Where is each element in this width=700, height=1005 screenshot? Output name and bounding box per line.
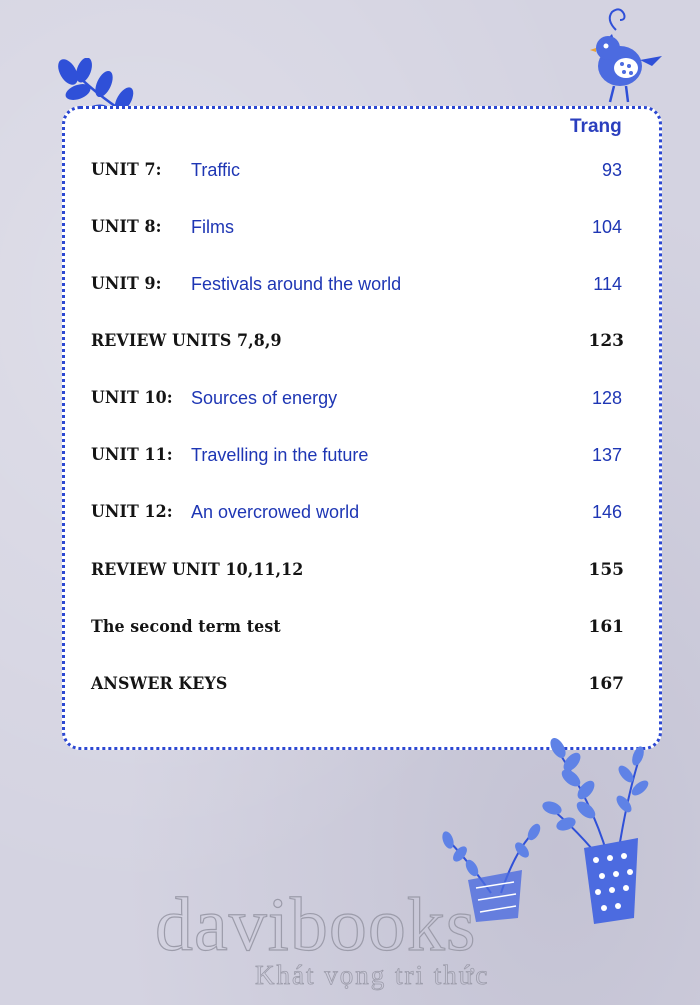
toc-entry-review[interactable] xyxy=(0,331,700,359)
toc-entry[interactable] xyxy=(0,160,700,188)
toc-entry-page: 167 xyxy=(588,674,624,694)
toc-entry-page: 93 xyxy=(601,160,622,180)
toc-entry-page: 161 xyxy=(588,617,624,637)
toc-entry-page: 155 xyxy=(588,560,624,580)
toc-entry-label: UNIT 10: xyxy=(91,388,173,407)
toc-entry-page: 137 xyxy=(591,445,622,465)
toc-entry-page: 128 xyxy=(591,388,622,408)
toc-entry-page: 104 xyxy=(591,217,622,237)
toc-entry-title: Traffic xyxy=(191,160,241,180)
watermark-brand: davibooks xyxy=(155,883,477,967)
toc-entry[interactable] xyxy=(0,274,700,302)
toc-entry[interactable] xyxy=(0,217,700,245)
toc-entry-label: The second term test xyxy=(91,617,281,636)
toc-entry-label: UNIT 7: xyxy=(91,160,162,179)
toc-entry-answer-keys[interactable] xyxy=(0,674,700,702)
toc-entry-label: UNIT 8: xyxy=(91,217,162,236)
watermark-slogan: Khát vọng tri thức xyxy=(255,960,490,990)
bird-icon xyxy=(586,2,666,112)
toc-entry-label: UNIT 12: xyxy=(91,502,173,521)
toc-entry-page: 146 xyxy=(591,502,622,522)
contents-card xyxy=(62,106,662,750)
toc-entry-test[interactable] xyxy=(0,617,700,645)
toc-entry-title: Sources of energy xyxy=(191,388,338,408)
toc-entry-title: Travelling in the future xyxy=(191,445,369,465)
toc-entry-label: REVIEW UNIT 10,11,12 xyxy=(91,560,304,579)
toc-entry-review[interactable] xyxy=(0,560,700,588)
toc-entry-label: UNIT 9: xyxy=(91,274,162,293)
toc-entry[interactable] xyxy=(0,445,700,473)
page-column-header: Trang xyxy=(570,116,622,137)
toc-entry-title: Films xyxy=(191,217,234,237)
toc-entry[interactable] xyxy=(0,388,700,416)
toc-entry-label: ANSWER KEYS xyxy=(91,674,228,693)
toc-entry-page: 123 xyxy=(588,331,624,351)
toc-entry-label: UNIT 11: xyxy=(91,445,173,464)
toc-entry[interactable] xyxy=(0,502,700,530)
toc-entry-page: 114 xyxy=(593,274,622,294)
toc-entry-label: REVIEW UNITS 7,8,9 xyxy=(91,331,282,350)
toc-entry-title: Festivals around the world xyxy=(191,274,402,294)
toc-entry-title: An overcrowed world xyxy=(191,502,360,522)
